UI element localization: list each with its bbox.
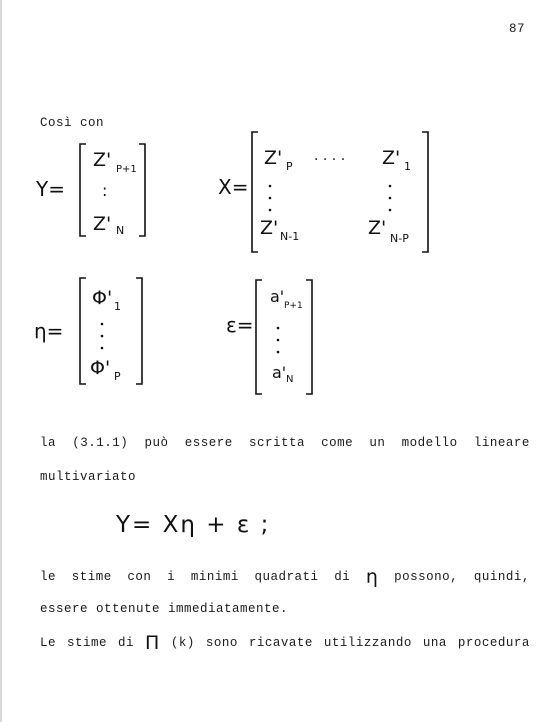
word: ricavate [248,636,313,650]
word: i [167,570,176,584]
matrix-x-lhs: X= [218,175,249,199]
para2-line1 [40,566,530,588]
matrix-y [36,134,156,244]
left-bracket [252,132,258,252]
para3-line1 [40,632,530,654]
matrix-epsilon-lhs: ε= [226,313,254,337]
matrix-eta-top: Φ' [92,287,113,309]
matrix-x-r3c2-sub: N-P [390,232,409,245]
matrix-x-r3c1-sub: N-1 [280,230,300,243]
matrix-y-lhs: Y= [36,177,65,201]
matrix-y-top-sub: P+1 [116,164,137,175]
matrix-eta [34,270,154,390]
matrix-eta-bottom-sub: P [114,370,121,383]
right-bracket [306,280,312,394]
word: modello [401,436,458,450]
matrix-epsilon [226,276,322,400]
matrix-eta-bottom: Φ' [90,357,111,379]
matrix-epsilon-top-sub: P+1 [284,301,303,311]
matrix-x-vdots-right [389,185,392,212]
right-bracket [422,132,428,252]
word: di [334,570,351,584]
para2-line2: essere ottenute immediatamente. [40,602,289,616]
word: lineare [473,436,530,450]
left-bracket [256,280,262,394]
left-bracket [80,144,86,236]
word: sono [205,636,238,650]
right-bracket [139,144,145,236]
scan-edge [0,0,2,722]
page-number: 87 [509,22,526,36]
intro-text: Così con [40,116,105,130]
matrix-y-top: Z' [93,149,112,171]
right-bracket [136,278,142,384]
word: come [321,436,354,450]
matrix-x-r3c2: Z' [368,217,387,239]
word: quindi, [473,570,530,584]
matrix-x [218,128,436,260]
matrix-epsilon-bottom: a' [272,363,287,382]
word: stime [67,636,108,650]
matrix-x-r1-dots: · · · · [314,152,346,168]
pi-symbol: Π [145,632,160,654]
matrix-x-r1c1: Z' [264,147,283,169]
matrix-x-r3c1: Z' [260,217,279,239]
word: con [127,570,152,584]
word: utilizzando [323,636,412,650]
matrix-y-bottom: Z' [93,213,112,235]
matrix-x-r1c2: Z' [382,147,401,169]
word: una [422,636,447,650]
equation: Y= Xη + ε ; [116,512,271,538]
word: essere [184,436,233,450]
word: un [369,436,386,450]
word: può [144,436,169,450]
matrix-y-dots: : [102,181,108,200]
matrix-x-vdots-left [269,185,272,212]
word: minimi [190,570,239,584]
matrix-epsilon-vdots [277,327,280,354]
para1-line1 [40,436,530,450]
left-bracket [80,278,86,384]
matrix-eta-top-sub: 1 [114,300,121,313]
matrix-epsilon-top: a' [270,287,285,306]
word: (k) [170,636,195,650]
word: di [118,636,135,650]
eta-symbol: η [365,566,379,588]
word: (3.1.1) [72,436,129,450]
matrix-x-r1c2-sub: 1 [404,160,411,173]
matrix-y-bottom-sub: N [116,224,125,237]
word: quadrati [254,570,319,584]
word: possono, [394,570,459,584]
word: procedura [457,636,530,650]
matrix-epsilon-bottom-sub: N [286,374,294,385]
word: Le [40,636,57,650]
matrix-x-r1c1-sub: P [286,160,293,173]
word: le [40,570,57,584]
matrix-eta-vdots [101,323,104,350]
matrix-eta-lhs: η= [34,319,64,343]
word: scritta [248,436,305,450]
word: stime [71,570,112,584]
para1-line2: multivariato [40,470,137,484]
word: la [40,436,57,450]
